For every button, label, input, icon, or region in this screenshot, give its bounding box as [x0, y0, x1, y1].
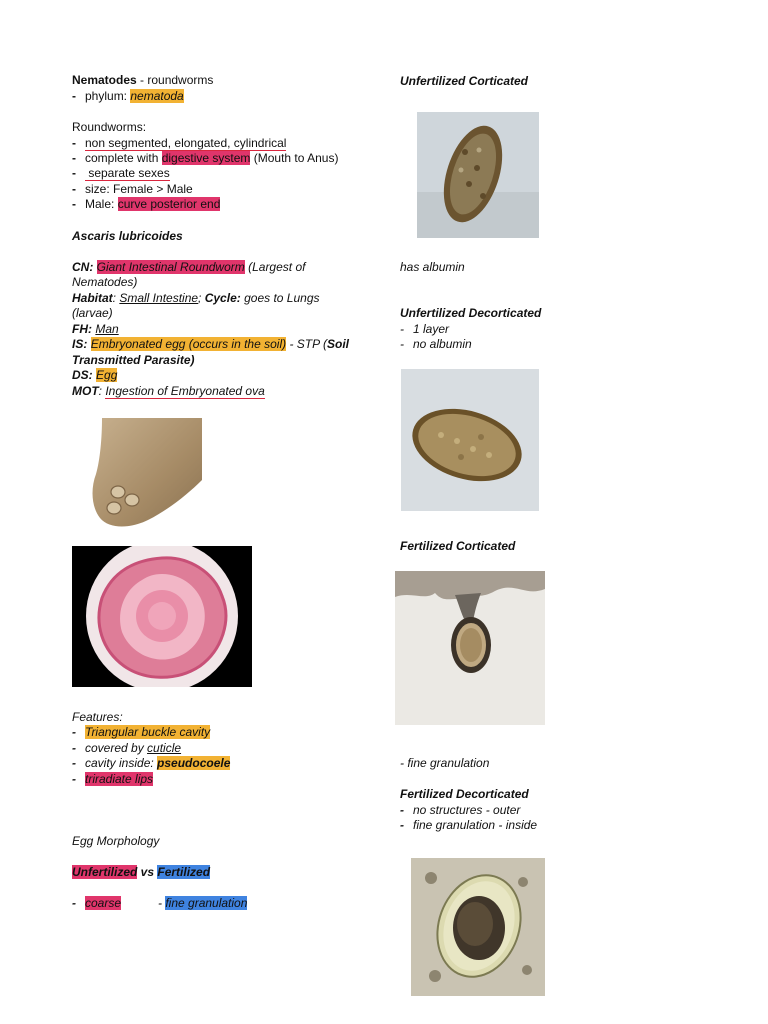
fd-item: - fine granulation - inside: [400, 818, 538, 832]
roundworms-item: - Male: curve posterior end: [72, 197, 221, 211]
phylum-line: - phylum: nematoda: [72, 89, 184, 103]
nematodes-heading: Nematodes - roundworms: [72, 73, 214, 87]
cross-section-image: [72, 546, 252, 687]
mot-line: MOT: Ingestion of Embryonated ova: [72, 384, 265, 398]
feature-item: - Triangular buckle cavity: [72, 725, 211, 739]
ud-item: - 1 layer: [400, 322, 450, 336]
roundworms-item: - size: Female > Male: [72, 182, 193, 196]
worm-anterior-photo: [88, 418, 202, 530]
feature-item: - triradiate lips: [72, 772, 154, 786]
is-line-cont: Transmitted Parasite): [72, 353, 195, 367]
unfertilized-vs-fertilized: Unfertilized vs Fertilized: [72, 865, 211, 879]
ascaris-title: Ascaris lubricoides: [72, 229, 183, 243]
fh-line: FH: Man: [72, 322, 119, 336]
unfertilized-corticated-photo: [417, 112, 539, 238]
fertilized-decorticated-title: Fertilized Decorticated: [400, 787, 529, 801]
unfertilized-corticated-title: Unfertilized Corticated: [400, 74, 529, 88]
roundworms-item: - complete with digestive system (Mouth to Anus): [72, 151, 339, 165]
unfertilized-decorticated-photo: [401, 369, 539, 511]
unfertilized-decorticated-title: Unfertilized Decorticated: [400, 306, 542, 320]
roundworms-item: - separate sexes: [72, 166, 170, 180]
feature-item: - cavity inside: pseudocoele: [72, 756, 231, 770]
ds-line: DS: Egg: [72, 368, 118, 382]
fine-granulation-item: - fine granulation: [158, 896, 248, 910]
cross-section-photo: [72, 546, 252, 687]
fertilized-corticated-photo: [395, 571, 545, 725]
unfertilized-decorticated-image: [401, 369, 539, 511]
habitat-line-cont: (larvae): [72, 306, 113, 320]
is-line: IS: Embryonated egg (occurs in the soil) - STP (Soil: [72, 337, 350, 351]
roundworms-item: - non segmented, elongated, cylindrical: [72, 136, 287, 150]
unfertilized-corticated-image: [417, 112, 539, 238]
fertilized-corticated-title: Fertilized Corticated: [400, 539, 516, 553]
habitat-line: Habitat: Small Intestine; Cycle: goes to Lungs: [72, 291, 320, 305]
fd-item: - no structures - outer: [400, 803, 521, 817]
cn-line: CN: Giant Intestinal Roundworm (Largest of: [72, 260, 306, 274]
features-heading: Features:: [72, 710, 123, 724]
worm-anterior-image: [88, 418, 202, 530]
fine-granulation-note: - fine granulation: [400, 756, 490, 770]
roundworms-heading: Roundworms:: [72, 120, 147, 134]
egg-morphology-heading: Egg Morphology: [72, 834, 160, 848]
coarse-item: - coarse: [72, 896, 122, 910]
has-albumin-note: has albumin: [400, 260, 465, 274]
fertilized-corticated-image: [395, 571, 545, 725]
ud-item: - no albumin: [400, 337, 472, 351]
cn-line-cont: Nematodes): [72, 275, 138, 289]
feature-item: - covered by cuticle: [72, 741, 182, 755]
fertilized-decorticated-photo: [411, 858, 545, 996]
fertilized-decorticated-image: [411, 858, 545, 996]
